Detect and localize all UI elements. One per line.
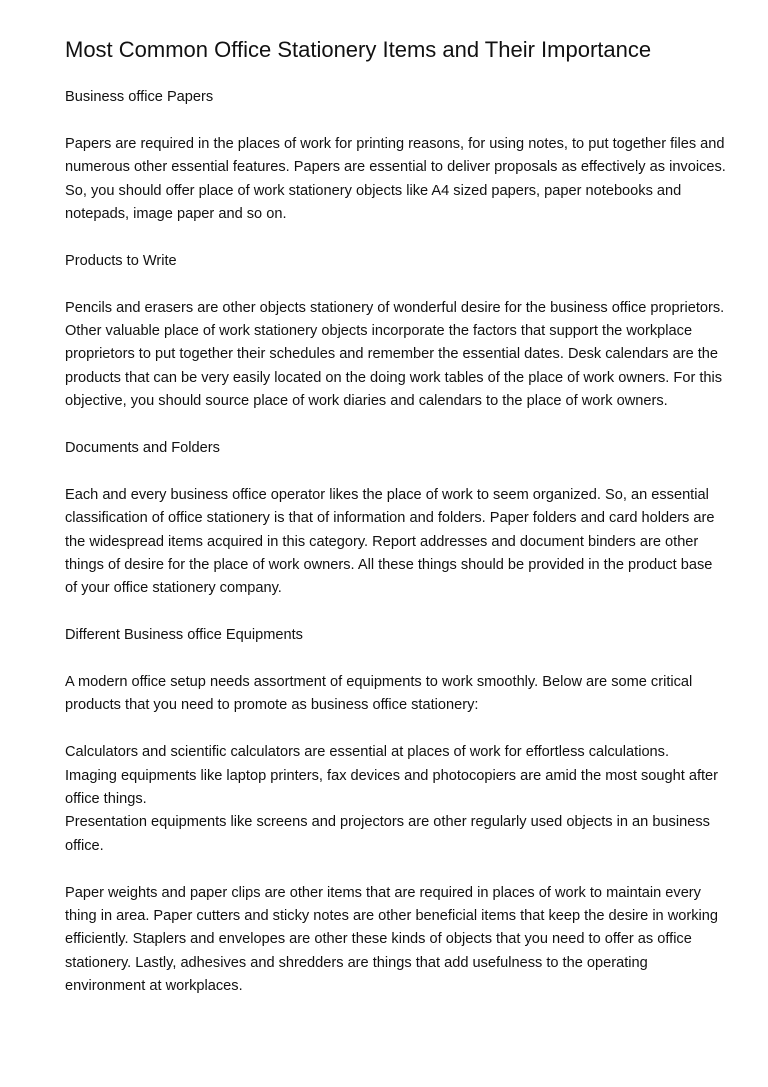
section-products-to-write <box>65 250 728 414</box>
section-different-business-office-equipments <box>65 624 728 718</box>
equipment-list <box>65 741 728 858</box>
section-heading: Documents and Folders <box>65 440 220 457</box>
section-paragraph: Pencils and erasers are other objects stationery of wonderful desire for the business office proprietors. Other valuable place of work stationery objects incorporate the factors that support the workplace proprietors to put together their schedules and remember the essential dates. Desk calendars are the products that can be very easily located on the doing work tables of the place of work owners. For this objective, you should source place of work diaries and calendars to the place of work owners. <box>65 299 725 410</box>
section-documents-and-folders <box>65 437 728 601</box>
list-item: Imaging equipments like laptop printers, fax devices and photocopiers are amid the most sought after office things. <box>65 767 719 808</box>
section-paragraph: Each and every business office operator likes the place of work to seem organized. So, an essential classification of office stationery is that of information and folders. Paper folders and card holders are the widespread items acquired in this category. Report addresses and document binders are other things of desire for the place of work owners. All these things should be provided in the product base of your office stationery company. <box>65 486 715 597</box>
section-heading: Products to Write <box>65 252 177 269</box>
section-heading: Business office Papers <box>65 89 214 105</box>
section-heading: Different Business office Equipments <box>65 627 303 644</box>
section-business-office-papers <box>65 86 728 226</box>
closing-paragraph: Paper weights and paper clips are other items that are required in places of work to maintain every thing in area. Paper cutters and sticky notes are other beneficial items that keep the desire in working efficiently. Staplers and envelopes are other these kinds of objects that you need to offer as office stationery. Lastly, adhesives and shredders are things that add usefulness to the operating environment at workplaces. <box>65 884 719 995</box>
section-paragraph: Papers are required in the places of work for printing reasons, for using notes, to put together files and numerous other essential features. Papers are essential to deliver proposals as effectively as invoices. So, you should offer place of work stationery objects like A4 sized papers, paper notebooks and notepads, image paper and so on. <box>65 135 726 223</box>
list-item: Calculators and scientific calculators are essential at places of work for effortless calculations. <box>65 744 670 761</box>
page-title: Most Common Office Stationery Items and Their Importance <box>65 37 652 62</box>
section-paragraph: A modern office setup needs assortment of equipments to work smoothly. Below are some critical products that you need to promote as business office stationery: <box>65 674 693 714</box>
list-item: Presentation equipments like screens and projectors are other regularly used objects in an business office. <box>65 814 710 854</box>
